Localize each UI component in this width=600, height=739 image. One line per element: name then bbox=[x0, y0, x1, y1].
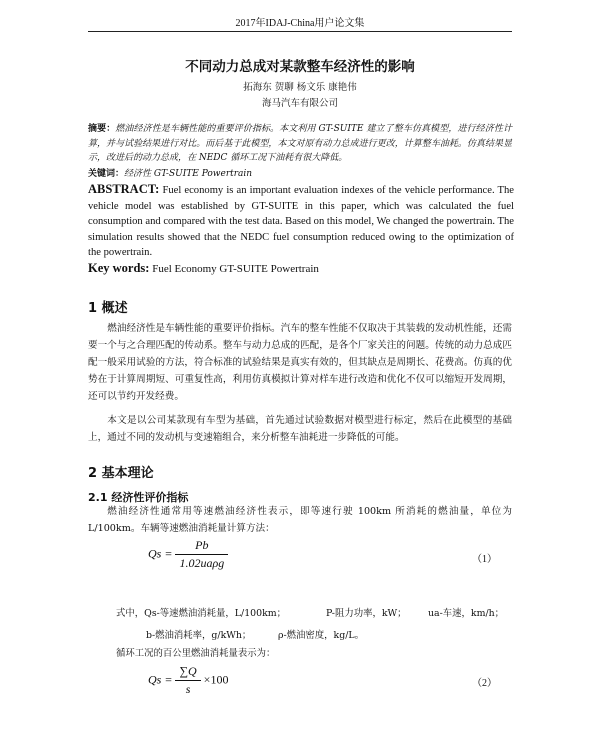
chinese-keywords bbox=[88, 166, 512, 179]
equation-1-denominator: 1.02uaρg bbox=[179, 556, 225, 570]
equation-2-number: （2） bbox=[472, 678, 497, 689]
equation-1 bbox=[148, 538, 228, 571]
equation-2 bbox=[148, 664, 228, 697]
equation-2-tail: ×100 bbox=[203, 672, 229, 687]
running-header: 2017年IDAJ-China用户论文集 bbox=[235, 18, 365, 29]
where-intro: 式中， bbox=[116, 608, 145, 619]
where-p: P-阻力功率，kW； bbox=[326, 608, 407, 619]
english-keywords-label: Key words: bbox=[88, 261, 150, 275]
equation-1-fraction bbox=[175, 538, 228, 571]
english-abstract-label: ABSTRACT: bbox=[88, 182, 160, 196]
author-list: 拓海东 贺聊 杨文乐 康艳伟 bbox=[243, 82, 357, 93]
chinese-keywords-text: 经济性 GT-SUITE Powertrain bbox=[124, 169, 253, 179]
affiliation: 海马汽车有限公司 bbox=[261, 98, 338, 109]
section-2-heading: 2 基本理论 bbox=[88, 466, 154, 481]
equation-2-numerator: ∑Q bbox=[175, 664, 200, 681]
english-abstract bbox=[88, 182, 514, 261]
english-keywords-text: Fuel Economy GT-SUITE Powertrain bbox=[152, 263, 319, 275]
where-qs: Qs-等速燃油消耗量，L/100km； bbox=[144, 608, 287, 619]
equation-1-numerator: Pb bbox=[175, 538, 228, 555]
equation-1-number: （1） bbox=[472, 554, 497, 565]
section-1-heading: 1 概述 bbox=[88, 301, 128, 316]
subsection-2-1-heading: 2.1 经济性评价指标 bbox=[88, 491, 189, 504]
where-b: b-燃油消耗率，g/kWh； bbox=[146, 630, 252, 641]
english-keywords bbox=[88, 261, 512, 276]
equation-2-lhs: Qs = bbox=[148, 672, 173, 687]
chinese-abstract bbox=[88, 122, 512, 166]
cycle-text: 循环工况的百公里燃油消耗量表示为： bbox=[116, 648, 276, 659]
equation-2-denominator: s bbox=[185, 682, 191, 696]
chinese-abstract-text: 燃油经济性是车辆性能的重要评价指标。本文利用 GT-SUITE 建立了整车仿真模型，进行经济性计算，并与试验结果进行对比。而后基于此模型，本文对原有动力总成进行更改，计算整车油耗。仿真结果显示，改进后的动力总成，在 NEDC 循环工况下油耗有很大降低。 bbox=[88, 124, 512, 163]
chinese-abstract-label: 摘要： bbox=[88, 124, 116, 134]
english-abstract-text: Fuel economy is an important evaluation indexes of the vehicle performance. The vehicle model was established by GT-SUITE in this paper, which was calculated the fuel consumption and compared with the test data. Based on this model, We changed the powertrain. The simulation results showed that the NEDC fuel consumption reduced owing to the optimization of the powertrain. bbox=[88, 185, 514, 259]
where-ua: ua-车速，km/h； bbox=[428, 608, 505, 619]
section-1-paragraph-2: 本文是以公司某款现有车型为基础，首先通过试验数据对模型进行标定，然后在此模型的基础上，通过不同的发动机与变速箱组合，来分析整车油耗进一步降低的可能。 bbox=[88, 415, 512, 443]
where-line-1 bbox=[116, 605, 286, 619]
header-rule bbox=[88, 31, 512, 32]
section-1-paragraph-1: 燃油经济性是车辆性能的重要评价指标。汽车的整车性能不仅取决于其装载的发动机性能，还需要一个与之合理匹配的传动系。整车与动力总成的匹配，是各个厂家关注的问题。传统的动力总成匹配一般采用试验的方法，符合标准的试验结果是真实有效的，但其缺点是周期长、花费高。仿真的优势在于计算周期短、可重复性高，利用仿真模拟计算对样车进行改造和优化不仅可以缩短开发周期，还可以节约开发经费。 bbox=[88, 323, 512, 402]
where-rho: ρ-燃油密度，kg/L。 bbox=[278, 630, 364, 641]
chinese-keywords-label: 关键词： bbox=[88, 169, 125, 179]
equation-1-lhs: Qs = bbox=[148, 546, 173, 561]
paper-title: 不同动力总成对某款整车经济性的影响 bbox=[185, 59, 415, 75]
section-2-paragraph-1: 燃油经济性通常用等速燃油经济性表示，即等速行驶 100km 所消耗的燃油量，单位为 L/100km。车辆等速燃油消耗量计算方法： bbox=[88, 506, 512, 534]
equation-2-fraction bbox=[175, 664, 200, 697]
